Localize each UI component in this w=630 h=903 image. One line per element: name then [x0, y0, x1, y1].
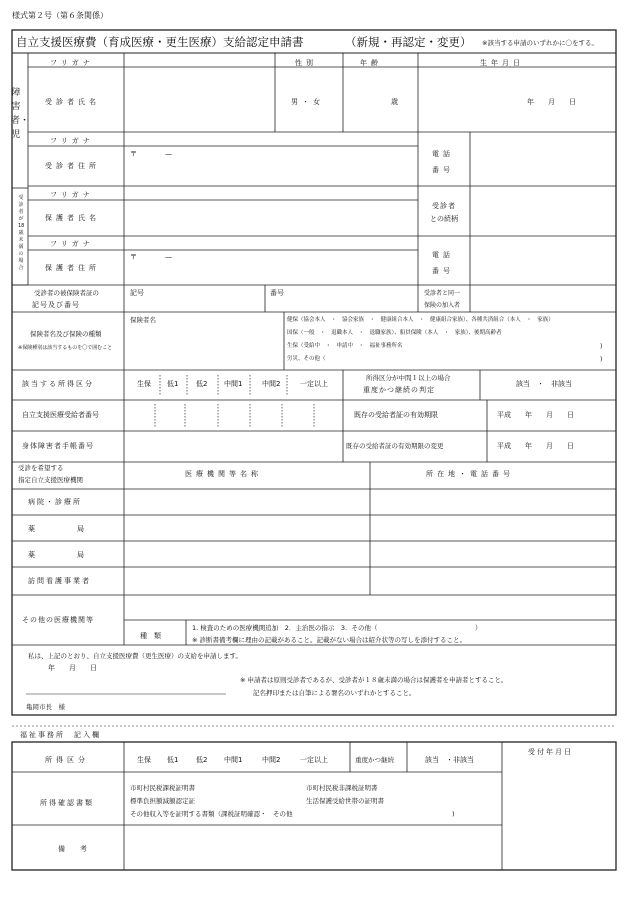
label-insured-card-2: 記号及び番号 — [32, 301, 80, 309]
note-applicant-2: 記名押印または自筆による署名のいずれかとすること。 — [253, 689, 416, 697]
label-inst-name: 医療機関等名称 — [185, 470, 262, 478]
income-option[interactable]: 低1 — [167, 380, 179, 388]
label-number-patient: 番号 — [432, 166, 454, 174]
label-relation-1: 受診者 — [432, 202, 456, 210]
insurance-line-4[interactable]: 労災、その他（ — [287, 356, 326, 362]
label-insurer-name: 保険者名 — [130, 316, 156, 324]
mayor-addressee: 亀岡市長 様 — [26, 703, 65, 711]
welfare-applicable[interactable]: 該当 ・非該当 — [425, 756, 474, 764]
label-insurer-note: ※保険種別は該当するものを〇で囲むこと — [18, 345, 113, 351]
income-option[interactable]: 一定以上 — [300, 380, 328, 388]
label-guardian-name: 保護者氏名 — [45, 214, 100, 222]
label-severe-ongoing: 重度かつ継続 — [355, 756, 394, 764]
income-option[interactable]: 低2 — [196, 380, 208, 388]
insurance-line-3[interactable]: 生保（受給中 ・ 申請中 ・ 福祉事務所名 — [287, 343, 403, 349]
label-income-class: 該当する所得区分 — [22, 380, 94, 388]
label-same-insurer-2: 保険の加入者 — [424, 302, 461, 309]
label-guardian-address: 保護者住所 — [45, 264, 100, 272]
label-desired-inst-2: 指定自立支援医療機関 — [18, 476, 83, 484]
label-insurer-type: 保険者名及び保険の種類 — [30, 330, 102, 338]
label-existing-validity: 既存の受給者証の有効期限 — [354, 411, 438, 419]
label-income-class-short: 所得区分 — [45, 756, 89, 764]
application-type: （新規・再認定・変更） — [345, 35, 472, 49]
existing-change-date: 平成 年 月 日 — [497, 442, 574, 450]
postal-guardian: 〒 — — [130, 253, 172, 261]
label-disability-card: 身体障害者手帳番号 — [22, 442, 94, 450]
label-kind: 種 類 — [140, 632, 161, 640]
income-option[interactable]: 中間2 — [262, 380, 281, 388]
kind-line-1[interactable]: 1. 検査のための医療機関追加 2．主治医の指示 3．その他（ ） — [192, 624, 482, 632]
doc-other-income-close: ) — [452, 810, 455, 818]
declaration-date: 年 月 日 — [48, 664, 97, 672]
label-reception-date: 受付年月日 — [528, 748, 573, 756]
label-ongoing-1: 所得区分が中間１以上の場合 — [366, 374, 451, 382]
label-phone-patient: 電話 — [432, 150, 454, 158]
label-same-insurer-1: 受診者と同一 — [424, 290, 461, 297]
doc-reduction-cert[interactable]: 標準負担額減額認定証 — [130, 797, 195, 805]
label-card-symbol: 記号 — [130, 289, 144, 297]
insurance-line-4-close: ) — [600, 356, 603, 363]
label-pharmacy-1: 薬 局 — [28, 525, 84, 533]
label-gender: 性別 — [295, 59, 317, 67]
label-inst-address: 所在地・電話番号 — [426, 470, 514, 478]
gender-options[interactable]: 男・女 — [291, 98, 324, 106]
form-number: 様式第２号（第６条関係） — [12, 11, 108, 20]
label-ongoing-2: 重度かつ継続の判定 — [363, 386, 435, 394]
label-income-docs: 所得確認書類 — [40, 799, 94, 807]
label-furigana-patient: フリガナ — [50, 59, 94, 67]
insurance-line-1[interactable]: 健保（協会本人 ・ 協会家族 ・ 健康組合本人 ・ 健康組合家族）、各種共済組合（本人 ・ 家族） — [287, 317, 554, 323]
doc-other-income[interactable]: その他収入等を証明する書類（課税証明確認・ その他 — [130, 810, 293, 818]
title-note: ※該当する申請のいずれかに〇をする。 — [482, 39, 598, 47]
label-patient-name: 受診者氏名 — [45, 98, 100, 106]
label-furigana-guardian: フリガナ — [50, 191, 94, 199]
label-remarks: 備 考 — [58, 845, 91, 853]
label-birthdate: 生年月日 — [480, 59, 524, 67]
income-option[interactable]: 生保 — [137, 380, 151, 388]
doc-welfare-cert[interactable]: 生活保護受給世帯の証明書 — [306, 797, 384, 805]
label-pharmacy-2: 薬 局 — [28, 551, 84, 559]
label-insured-card-1: 受診者の被保険者証の — [34, 289, 99, 297]
label-furigana-address: フリガナ — [50, 137, 94, 145]
label-desired-inst-1: 受診を希望する — [18, 464, 64, 472]
doc-non-tax[interactable]: 市町村民税非課税証明書 — [306, 784, 378, 792]
note-applicant-1: ※ 申請者は原則受診者であるが、受診者が１８歳未満の場合は保護者を申請者とすること。 — [240, 676, 508, 684]
label-visiting-nurse: 訪問看護事業者 — [28, 577, 91, 585]
age-unit: 歳 — [391, 98, 398, 106]
form-title: 自立支援医療費（育成医療・更生医療）支給認定申請書 — [16, 35, 304, 49]
income-option[interactable]: 生保 — [137, 756, 151, 764]
label-hospital: 病院・診療所 — [28, 498, 82, 506]
income-option[interactable]: 中間2 — [262, 756, 281, 764]
income-option[interactable]: 中間1 — [224, 380, 243, 388]
label-recipient-number: 自立支援医療受給者番号 — [22, 411, 99, 419]
postal-patient: 〒 — — [130, 150, 172, 158]
label-number-guardian: 番号 — [432, 267, 454, 275]
side-label-patient: 障害者・児 — [11, 88, 30, 140]
label-other-inst: その他の医療機関等 — [22, 616, 94, 624]
label-relation-2: との続柄 — [430, 215, 458, 223]
birthdate-ymd: 年 月 日 — [527, 98, 576, 106]
insurance-line-2[interactable]: 国保（一般 ・ 退職本人 ・ 退職家族）、船員保険（本人 ・ 家族）、後期高齢者 — [287, 330, 502, 336]
label-furigana-guardian-address: フリガナ — [50, 240, 94, 248]
income-option[interactable]: 中間1 — [224, 756, 243, 764]
label-phone-guardian: 電話 — [432, 251, 454, 259]
kind-line-2: ※ 診断書備考欄に理由の記載があること。記載がない場合は紹介状等の写しを添付すること。 — [192, 636, 467, 644]
label-patient-address: 受診者住所 — [45, 162, 100, 170]
label-card-number: 番号 — [270, 289, 284, 297]
income-option[interactable]: 低1 — [167, 756, 179, 764]
income-option[interactable]: 一定以上 — [300, 756, 328, 764]
welfare-header: 福祉事務所 記入欄 — [20, 731, 101, 739]
insurance-line-3-close: ) — [600, 343, 603, 350]
ongoing-applicable[interactable]: 該当 ・ 非該当 — [516, 380, 572, 388]
income-option[interactable]: 低2 — [196, 756, 208, 764]
declaration-text: 私は、上記のとおり、自立支援医療費（更生医療）の支給を申請します。 — [28, 652, 242, 660]
label-age: 年齢 — [360, 59, 382, 67]
side-label-guardian: 受診者が18歳未満の場合 — [18, 195, 25, 271]
label-existing-change: 既存の受給者証の有効期限の変更 — [346, 442, 444, 450]
doc-resident-tax[interactable]: 市町村民税課税証明書 — [130, 784, 195, 792]
existing-validity-date: 平成 年 月 日 — [497, 411, 574, 419]
